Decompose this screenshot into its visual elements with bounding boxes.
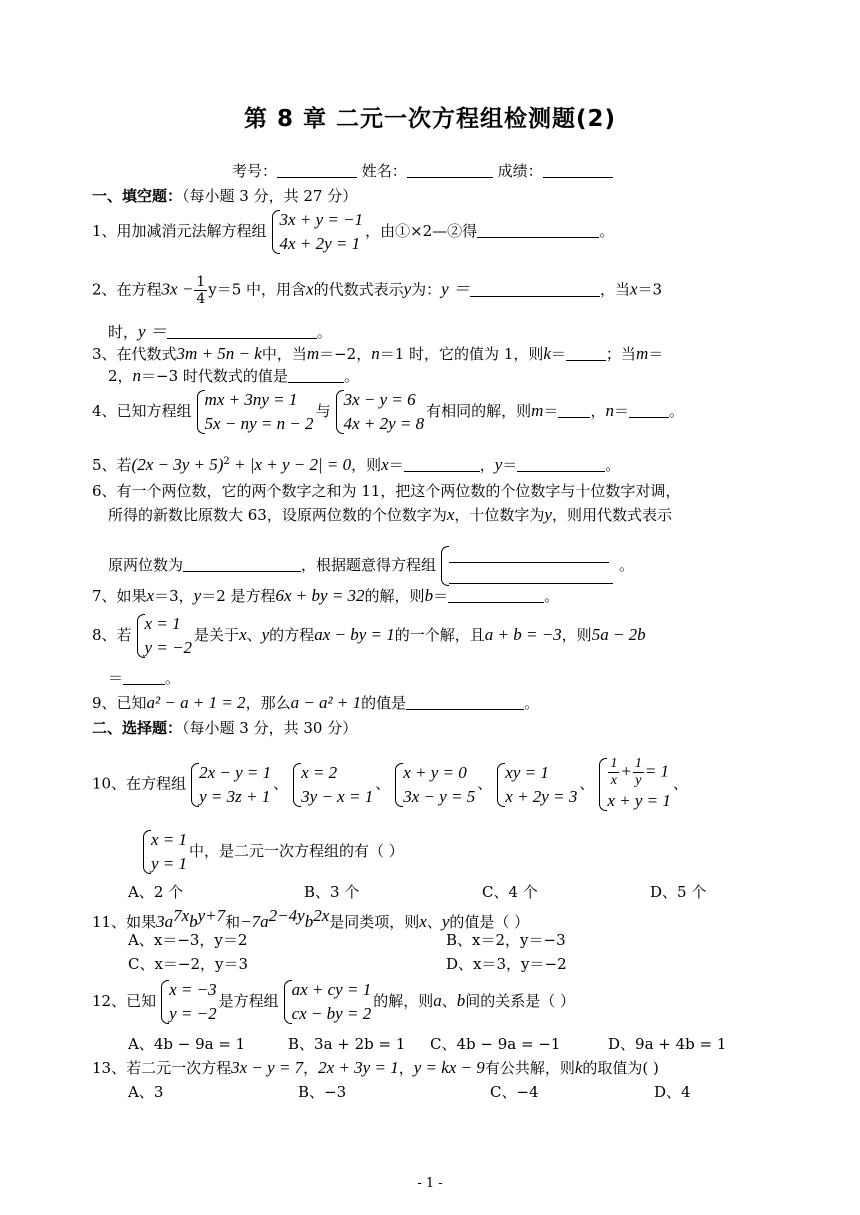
- q13-mid: 有公共解，则: [484, 1059, 575, 1077]
- q2-line2-y: y ＝: [138, 322, 167, 341]
- q4-s1-eq2: 5x − ny = n − 2: [204, 414, 314, 433]
- q2-mid2: 为：: [411, 280, 442, 299]
- q9-post: 的值是: [361, 694, 407, 712]
- q10-s2-eq1: x = 2: [301, 762, 338, 782]
- q1-text: 1、用加减消元法解方程组: [92, 222, 267, 240]
- q11-term2-exp2: 2x: [313, 906, 330, 925]
- q3-line2-n: n: [132, 366, 142, 385]
- q10-option-b[interactable]: B、3 个: [304, 883, 360, 901]
- q12-option-a[interactable]: A、4b − 9a = 1: [128, 1035, 246, 1053]
- q5-answer-blank-1[interactable]: [404, 456, 480, 472]
- q3-mid3: ＝1 时，它的值为 1，则: [379, 345, 544, 363]
- q8-expr1: ax − by = 1: [314, 625, 395, 644]
- q4-mid: 与: [315, 402, 331, 420]
- q4-post: 有相同的解，则: [426, 402, 532, 420]
- q1-eq2: 4x + 2y = 1: [279, 234, 361, 253]
- question-1: [92, 208, 614, 256]
- score-blank[interactable]: [543, 162, 613, 178]
- question-6-line3: [108, 544, 634, 588]
- q2-x: x: [306, 279, 314, 299]
- q10-frac2-den: y: [635, 773, 642, 788]
- q7-mid3: 的解，则: [364, 587, 425, 605]
- q10-s4-eq1: xy = 1: [505, 762, 549, 782]
- q13-end: 的取值为( ): [582, 1059, 659, 1077]
- q11-sep: 、: [426, 913, 442, 931]
- q6-line3b: ，根据题意得方程组: [301, 556, 437, 574]
- question-10: [92, 756, 688, 813]
- q5-x: x: [381, 455, 389, 474]
- q10-s4-eq2: x + 2y = 3: [505, 786, 578, 806]
- exam-no-blank[interactable]: [277, 162, 357, 178]
- q4-system-1: [194, 388, 314, 436]
- section2-note: （每小题 3 分，共 30 分）: [182, 719, 358, 737]
- q2-line2-a: 时，: [108, 323, 139, 341]
- q10-option-d[interactable]: D、5 个: [650, 883, 707, 901]
- q8-y: y: [261, 625, 270, 644]
- q12-mid: 是方程组: [218, 992, 279, 1010]
- q1-end: 。: [599, 222, 615, 240]
- q10-post: 中，是二元一次方程组的有（ ）: [189, 842, 404, 860]
- q6-line2b: ，十位数字为: [454, 506, 545, 524]
- q11-end: 的值是（ ）: [449, 913, 530, 931]
- q10-s5-eq2: x + y = 1: [607, 791, 671, 810]
- question-8: [92, 612, 646, 660]
- name-label: 姓名：: [361, 162, 407, 180]
- q7-text: 7、如果: [92, 587, 147, 605]
- name-blank[interactable]: [407, 162, 493, 178]
- q3-mid6: ＝: [648, 345, 664, 363]
- q10-frac-1: [608, 756, 619, 789]
- q5-expr2: + |x + y − 2| = 0: [229, 455, 352, 474]
- q6-system-blank-2[interactable]: [449, 563, 613, 584]
- q6-system-blank-1[interactable]: [449, 544, 609, 563]
- q3-k: k: [543, 344, 551, 363]
- q6-line3c: 。: [619, 556, 635, 574]
- q8-text: 8、若: [92, 626, 132, 644]
- q5-text: 5、若: [92, 456, 132, 474]
- section-heading: 一、填空题：: [92, 187, 183, 205]
- q11-term2-b: b: [304, 912, 314, 931]
- q12-system: [281, 978, 372, 1026]
- q2-fraction: [194, 274, 207, 307]
- page-number: - 1 -: [417, 1176, 443, 1191]
- q2-frac-den: 4: [196, 291, 206, 307]
- q7-end: 。: [544, 587, 560, 605]
- q10-option-c[interactable]: C、4 个: [482, 883, 538, 901]
- question-7: [92, 586, 559, 606]
- question-6-line2: [108, 505, 672, 525]
- page-title: 第 8 章 二元一次方程组检测题(2): [243, 106, 617, 132]
- q4-s2-eq1: 3x − y = 6: [343, 390, 416, 409]
- q10-system-2: [290, 761, 373, 809]
- q11-option-a[interactable]: A、x＝−3，y＝2: [128, 931, 248, 949]
- q7-y: y: [193, 586, 202, 605]
- q4-eq: ＝: [543, 402, 559, 420]
- q2-line2-end: 。: [316, 323, 332, 341]
- q11-option-b[interactable]: B、x＝2，y＝−3: [446, 931, 566, 949]
- q3-n: n: [371, 344, 380, 363]
- q4-sep: ，: [590, 402, 606, 420]
- q1-eq1: 3x + y = −1: [279, 210, 364, 229]
- q4-answer-blank-1[interactable]: [558, 402, 590, 418]
- q2-answer-blank-1[interactable]: [470, 281, 600, 297]
- q5-end: 。: [605, 456, 621, 474]
- q11-term2: −7a: [240, 912, 269, 931]
- q8-answer-blank[interactable]: [123, 669, 165, 685]
- q7-expr: 6x + by = 32: [275, 586, 365, 605]
- q5-sep: ，: [479, 456, 495, 474]
- section2-heading: 二、选择题：: [92, 719, 183, 737]
- q4-m: m: [531, 401, 544, 420]
- q9-expr1: a² − a + 1 = 2: [146, 693, 246, 712]
- q5-y: y: [494, 455, 503, 474]
- question-3: [92, 344, 663, 364]
- q10-s6-eq2: y = 1: [151, 854, 188, 873]
- q8-x: x: [239, 625, 247, 644]
- q11-option-d[interactable]: D、x＝3，y＝−2: [446, 955, 567, 973]
- q11-term2-exp1: 2−4y: [268, 906, 305, 925]
- q5-answer-blank-2[interactable]: [517, 456, 605, 472]
- q7-mid2: ＝2 是方程: [201, 587, 276, 605]
- q3-text: 3、在代数式: [92, 345, 177, 363]
- q3-answer-blank-2[interactable]: [288, 367, 344, 383]
- q12-e2: y = −2: [169, 1004, 217, 1023]
- q2-expr-b: y＝5 中，用含: [208, 280, 307, 299]
- q8-eq2: y = −2: [144, 638, 193, 657]
- q10-system-4: [494, 761, 577, 809]
- q6-line2a: 所得的新数比原数大 63，设原两位数的个位数字为: [108, 506, 447, 524]
- q10-s2-eq2: 3y − x = 1: [301, 786, 374, 806]
- question-6-line1: 6、有一个两位数，它的两个数字之和为 11，把这个两位数的个位数字与十位数字对调，: [92, 482, 681, 500]
- q7-b: b: [424, 586, 434, 605]
- question-11: [92, 906, 529, 932]
- q10-s6-eq1: x = 1: [151, 830, 188, 849]
- q7-answer-blank[interactable]: [448, 587, 544, 603]
- q8-expr3: 5a − 2b: [591, 625, 646, 644]
- q4-s1-eq1: mx + 3ny = 1: [204, 390, 298, 409]
- question-2-line2: [108, 322, 332, 342]
- q13-sep1: ，: [303, 1059, 319, 1077]
- q12-solution: [158, 978, 217, 1026]
- q11-term1: 3a: [156, 912, 174, 931]
- score-label: 成绩：: [497, 162, 543, 180]
- q1-system: [269, 208, 364, 256]
- q13-option-c[interactable]: C、−4: [490, 1083, 539, 1101]
- section-choice: [92, 718, 357, 738]
- q13-e2: 2x + 3y = 1: [318, 1058, 399, 1077]
- q6-number-blank[interactable]: [183, 556, 301, 572]
- q11-post: 是同类项，则: [329, 913, 420, 931]
- q4-eq2: ＝: [613, 402, 629, 420]
- q13-text: 13、若二元一次方程: [92, 1059, 232, 1077]
- q10-s3-eq1: x + y = 0: [403, 762, 467, 782]
- q11-mid: 和: [225, 913, 241, 931]
- q10-system-5: [596, 756, 671, 813]
- question-10-line2: [138, 828, 404, 876]
- question-4: [92, 388, 684, 436]
- q12-b: b: [456, 991, 466, 1010]
- question-13: [92, 1058, 659, 1078]
- q12-sep: 、: [441, 992, 457, 1010]
- q12-option-b[interactable]: B、3a + 2b = 1: [288, 1035, 406, 1053]
- q10-s1-eq1: 2x − y = 1: [199, 762, 272, 782]
- q3-expr: 3m + 5n − k: [176, 344, 262, 363]
- section-fill-in: [92, 186, 357, 206]
- q11-term1-exp2: y+7: [197, 906, 226, 925]
- q2-frac-num: 1: [196, 274, 206, 290]
- q4-answer-blank-2[interactable]: [629, 402, 669, 418]
- q13-k: k: [574, 1058, 583, 1077]
- q11-y: y: [441, 912, 450, 931]
- q10-sep-1: 、: [273, 774, 289, 793]
- q6-x: x: [446, 505, 455, 524]
- question-2: [92, 274, 662, 307]
- q3-m: m: [306, 344, 320, 363]
- q10-s5-eq1: [607, 756, 671, 789]
- q13-option-a[interactable]: A、3: [128, 1083, 164, 1101]
- exam-info-row: [232, 160, 613, 181]
- q6-system-blank[interactable]: [438, 544, 617, 588]
- q1-post: ，由①×2—②得: [365, 222, 478, 240]
- q5-eq2: ＝: [502, 456, 518, 474]
- q2-mid4: ＝3: [637, 280, 663, 299]
- q8-mid3: 的一个解，且: [394, 626, 485, 644]
- q2-text: 2、在方程: [92, 280, 162, 299]
- q9-end: 。: [524, 694, 540, 712]
- q8-mid4: ，则: [561, 626, 592, 644]
- q13-option-d[interactable]: D、4: [654, 1083, 691, 1101]
- q6-line3a: 原两位数为: [108, 556, 184, 574]
- q10-frac1-num: 1: [610, 756, 618, 771]
- q4-end: 。: [668, 402, 684, 420]
- q3-m2: m: [635, 344, 649, 363]
- q10-plus: +: [620, 761, 632, 781]
- q12-option-c[interactable]: C、4b − 9a = −1: [430, 1035, 561, 1053]
- q10-frac2-num: 1: [634, 756, 642, 771]
- q3-answer-blank-1[interactable]: [566, 345, 606, 361]
- q12-f2: cx − by = 2: [291, 1004, 372, 1023]
- q11-option-c[interactable]: C、x＝−2，y＝3: [128, 955, 249, 973]
- q10-s5-eq: = 1: [644, 761, 670, 781]
- q9-text: 9、已知: [92, 694, 147, 712]
- q2-mid3: ，当: [599, 280, 630, 299]
- q3-mid1: 中，当: [261, 345, 307, 363]
- q1-answer-blank[interactable]: [477, 222, 599, 238]
- question-3-line2: [108, 366, 359, 386]
- q8-mid1: 是关于: [194, 626, 240, 644]
- exam-no-label: 考号：: [232, 162, 278, 180]
- q10-s3-eq2: 3x − y = 5: [403, 786, 476, 806]
- q4-system-2: [333, 388, 425, 436]
- question-8-line2: [108, 668, 180, 688]
- q10-frac-2: [633, 756, 644, 789]
- q10-option-a[interactable]: A、2 个: [128, 883, 184, 901]
- q13-sep2: ，: [398, 1059, 414, 1077]
- question-12: [92, 978, 575, 1026]
- q9-mid: ，那么: [245, 694, 291, 712]
- q5-square: 2: [223, 456, 230, 467]
- q12-a: a: [433, 991, 442, 1010]
- q11-text: 11、如果: [92, 913, 157, 931]
- q11-x: x: [419, 912, 427, 931]
- q2-x-eq: x: [629, 279, 638, 299]
- q12-option-d[interactable]: D、9a + 4b = 1: [608, 1035, 727, 1053]
- q9-expr2: a − a² + 1: [290, 693, 362, 712]
- q8-sep: 、: [246, 626, 262, 644]
- q7-mid1: ＝3，: [154, 587, 194, 605]
- q5-mid: ，则: [351, 456, 382, 474]
- q3-mid5: ；当: [605, 345, 636, 363]
- q10-system-1: [188, 761, 271, 809]
- q10-sep-5: 、: [672, 774, 688, 793]
- q10-s1-eq2: y = 3z + 1: [199, 786, 271, 806]
- q5-eq: ＝: [388, 456, 404, 474]
- q3-line2-b: ＝−3 时代数式的值是: [141, 367, 288, 385]
- q4-s2-eq2: 4x + 2y = 8: [343, 414, 425, 433]
- q13-option-b[interactable]: B、−3: [298, 1083, 347, 1101]
- q3-line2-a: 2，: [108, 367, 133, 385]
- q12-f1: ax + cy = 1: [291, 980, 372, 999]
- q3-mid2: ＝−2，: [319, 345, 372, 363]
- q4-text: 4、已知方程组: [92, 402, 192, 420]
- q10-system-3: [392, 761, 475, 809]
- q8-line2: ＝: [108, 669, 124, 687]
- q10-text: 10、在方程组: [92, 774, 187, 793]
- q2-mid: 的代数式表示: [313, 280, 404, 299]
- q7-eq: ＝: [433, 587, 449, 605]
- q5-expr: (2x − 3y + 5): [131, 455, 224, 474]
- q3-mid4: ＝: [550, 345, 566, 363]
- question-9: [92, 693, 539, 713]
- q7-x: x: [146, 586, 155, 605]
- q10-sep-2: 、: [375, 774, 391, 793]
- q6-line2c: ，则用代数式表示: [551, 506, 672, 524]
- q10-sep-3: 、: [477, 774, 493, 793]
- q11-term1-b: b: [189, 912, 198, 931]
- q12-text: 12、已知: [92, 992, 157, 1010]
- q4-n: n: [605, 401, 614, 420]
- q11-term1-exp1: 7x: [173, 906, 190, 925]
- q2-expr-a: 3x −: [161, 279, 194, 299]
- q2-y: y: [403, 279, 412, 299]
- q10-system-6: [140, 828, 187, 876]
- q8-mid2: 的方程: [269, 626, 315, 644]
- q6-y: y: [544, 505, 552, 524]
- q10-frac1-den: x: [610, 773, 617, 788]
- q8-eq1: x = 1: [144, 614, 181, 633]
- q13-e1: 3x − y = 7: [231, 1058, 304, 1077]
- q12-end: 间的关系是（ ）: [465, 992, 576, 1010]
- question-5: [92, 452, 620, 475]
- section-note: （每小题 3 分，共 27 分）: [182, 187, 358, 205]
- q13-e3: y = kx − 9: [413, 1058, 485, 1077]
- q8-line2-end: 。: [165, 669, 181, 687]
- q12-e1: x = −3: [169, 980, 217, 999]
- q2-answer-blank-2[interactable]: [167, 323, 317, 339]
- q2-y-eq: y ＝: [441, 279, 470, 299]
- q12-post: 的解，则: [373, 992, 434, 1010]
- q10-sep-4: 、: [579, 774, 595, 793]
- q3-line2-end: 。: [343, 367, 359, 385]
- q9-answer-blank[interactable]: [406, 694, 524, 710]
- q8-system: [134, 612, 193, 660]
- q8-expr2: a + b = −3: [484, 625, 562, 644]
